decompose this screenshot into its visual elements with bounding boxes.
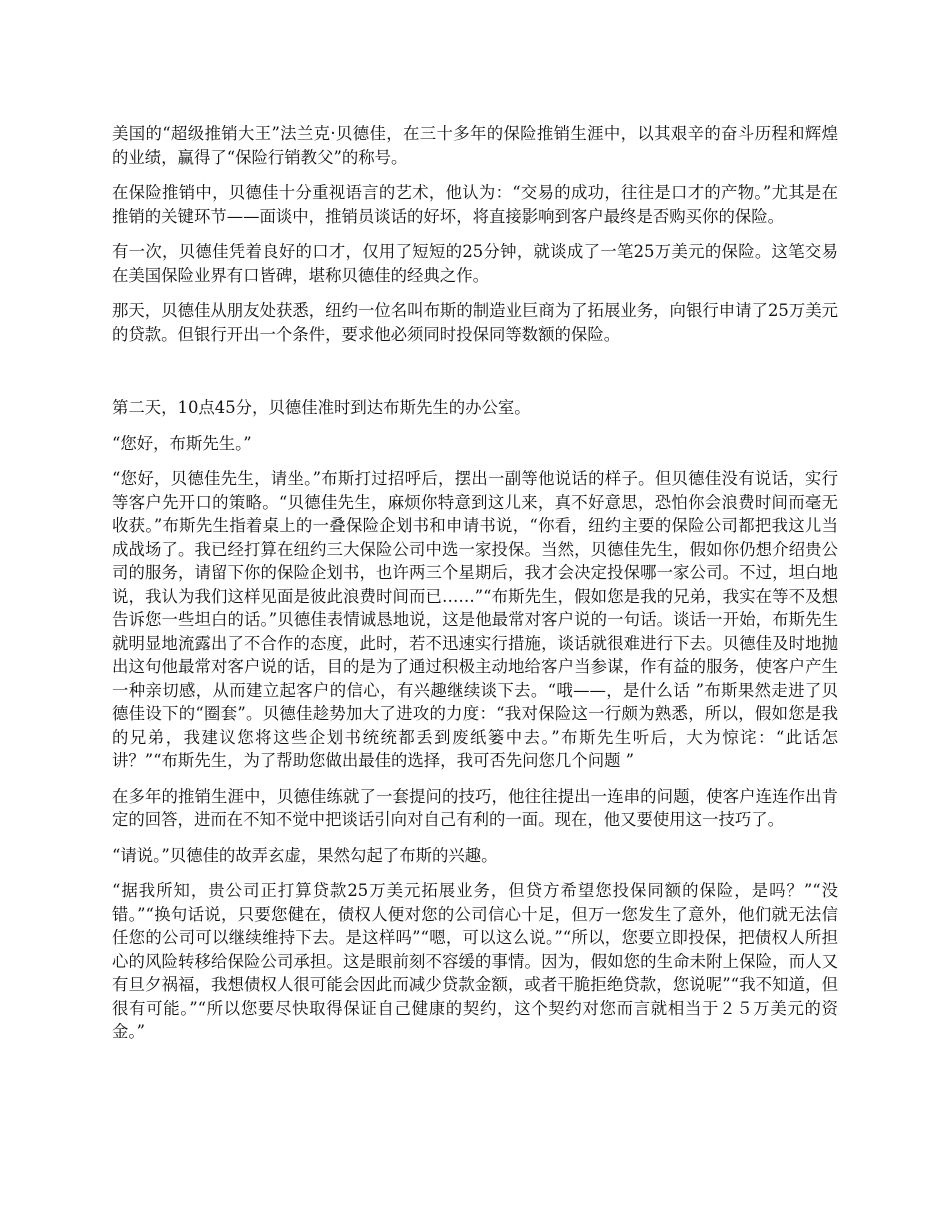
paragraph-greeting: “您好，布斯先生。”	[112, 433, 252, 453]
paragraph-dialogue: “您好，贝德佳先生，请坐。”布斯打过招呼后，摆出一副等他说话的样子。但贝德佳没有说话，实行等客户先开口的策略。“贝德佳先生，麻烦你特意到这儿来，真不好意思，恐怕你会浪费时间而毫无收获。”布斯先生指着桌上的一叠保险企划书和申请书说，“你看，纽约主要的保险公司都把我这儿当成战场了。我已经打算在纽约三大保险公司中选一家投保。当然，贝德佳先生，假如你仍想介绍贵公司的服务，请留下你的保险企划书，也许两三个星期后，我才会决定投保哪一家公司。不过，坦白地说，我认为我们这样见面是彼此浪费时间而已……”“布斯先生，假如您是我的兄弟，我实在等不及想告诉您一些坦白的话。”贝德佳表情诚恳地说，这是他最常对客户说的一句话。谈话一开始，布斯先生就明显地流露出了不合作的态度，此时，若不迅速实行措施，谈话就很难进行下去。贝德佳及时地抛出这句他最常对客户说的话，目的是为了通过积极主动地给客户当参谋，作有益的服务，使客户产生一种亲切感，从而建立起客户的信心，有兴趣继续谈下去。“哦——，是什么话 ”布斯果然走进了贝德佳设下的“圈套”。贝德佳趁势加大了进攻的力度：“我对保险这一行颇为熟悉，所以，假如您是我的兄弟，我建议您将这些企划书统统都丢到废纸篓中去。”布斯先生听后，大为惊诧：“此话怎讲？”“布斯先生，为了帮助您做出最佳的选择，我可否先问您几个问题 ”	[112, 469, 838, 770]
paragraph-next-day: 第二天，10点45分，贝德佳准时到达布斯先生的办公室。	[112, 398, 531, 417]
paragraph-please-speak: “请说。”贝德佳的故弄玄虚，果然勾起了布斯的兴趣。	[112, 845, 498, 865]
paragraph-language-art: 在保险推销中，贝德佳十分重视语言的艺术，他认为：“交易的成功，往往是口才的产物。”尤其是在推销的关键环节——面谈中，推销员谈话的好坏，将直接影响到客户最终是否购买你的保险。	[112, 183, 838, 226]
paragraph-background: 那天，贝德佳从朋友处获悉，纽约一位名叫布斯的制造业巨商为了拓展业务，向银行申请了25万美元的贷款。但银行开出一个条件，要求他必须同时投保同等数额的保险。	[112, 301, 838, 344]
paragraph-intro: 美国的“超级推销大王”法兰克·贝德佳，在三十多年的保险推销生涯中，以其艰辛的奋斗历程和辉煌的业绩，赢得了“保险行销教父”的称号。	[112, 124, 838, 167]
paragraph-25-minutes: 有一次，贝德佳凭着良好的口才，仅用了短短的25分钟，就谈成了一笔25万美元的保险。这笔交易在美国保险业界有口皆碑，堪称贝德佳的经典之作。	[112, 242, 838, 285]
article-body	[112, 122, 838, 1056]
paragraph-closing-dialogue: “据我所知，贵公司正打算贷款25万美元拓展业务，但贷方希望您投保同额的保险，是吗？”“没错。”“换句话说，只要您健在，债权人便对您的公司信心十足，但万一您发生了意外，他们就无法信任您的公司可以继续维持下去。是这样吗”“嗯，可以这么说。”“所以，您要立即投保，把债权人所担心的风险转移给保险公司承担。这是眼前刻不容缓的事情。因为，假如您的生命未附上保险，而人又有旦夕祸福，我想债权人很可能会因此而减少贷款金额，或者干脆拒绝贷款，您说呢”“我不知道，但很有可能。”“所以您要尽快取得保证自己健康的契约，这个契约对您而言就相当于２５万美元的资金。”	[112, 881, 838, 1041]
paragraph-questioning-technique: 在多年的推销生涯中，贝德佳练就了一套提问的技巧，他往往提出一连串的问题，使客户连连作出肯定的回答，进而在不知不觉中把谈话引向对自己有利的一面。现在，他又要使用这一技巧了。	[112, 786, 838, 829]
